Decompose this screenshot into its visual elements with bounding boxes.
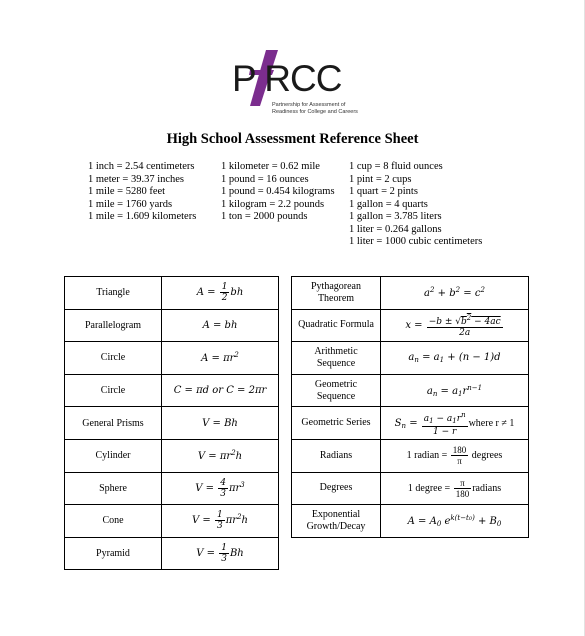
degrees-formula: 1 degree = $\frac{\pi}{180}$ radians [381, 472, 529, 505]
shape-name: Sphere [65, 472, 162, 505]
conversion-item: 1 quart = 2 pints [349, 186, 418, 197]
algebra-formulas-table [291, 276, 529, 538]
table-row [292, 342, 529, 375]
pyramid-volume-formula: V = $\frac{1}{3}$ Bh [162, 537, 279, 570]
table-row [292, 407, 529, 440]
circle-circumference-formula: C = πd or C = 2πr [162, 374, 279, 407]
shape-name: Cone [65, 505, 162, 538]
table-row [292, 374, 529, 407]
geometry-formulas-table [64, 276, 279, 570]
shape-name: Circle [65, 374, 162, 407]
parallelogram-area-formula: A = bh [162, 309, 279, 342]
cylinder-volume-formula: $V = \pi r^2h$ [162, 439, 279, 472]
formula-name: Quadratic Formula [292, 309, 381, 342]
circle-area-formula: $A = \pi r^2$ [162, 342, 279, 375]
length-conversions [88, 161, 196, 224]
pythagorean-formula: $a^2 + b^2 = c^2$ [381, 277, 529, 310]
conversion-item: 1 meter = 39.37 inches [88, 173, 185, 185]
quadratic-formula: x = $\frac{-b \pm √b^2 - 4ac}{2a}$ [381, 309, 529, 342]
formula-name: Pythagorean Theorem [292, 277, 381, 310]
shape-name: General Prisms [65, 407, 162, 440]
table-row [65, 342, 279, 375]
arithmetic-sequence-formula: $a_n = a_1 + (n - 1)d$ [381, 342, 529, 375]
formula-name: Radians [292, 439, 381, 472]
shape-name: Circle [65, 342, 162, 375]
logo-wordmark: P RCC [232, 58, 342, 99]
formula-name: Arithmetic Sequence [292, 342, 381, 375]
prism-volume-formula: V = Bh [162, 407, 279, 440]
table-row [65, 407, 279, 440]
table-row [65, 374, 279, 407]
table-row [65, 505, 279, 538]
conversion-item: 1 gallon = 4 quarts [349, 198, 428, 210]
triangle-area-formula: A = $\frac{1}{2}$ bh [162, 277, 279, 310]
formula-name: Exponential Growth/Decay [292, 505, 381, 538]
conversion-item: 1 ton = 2000 pounds [221, 211, 308, 222]
geometric-series-formula: $S_n$ = $\frac{a_1 - a_1r^n}{1 - r}$ where r ≠ 1 [381, 407, 529, 440]
conversion-item: 1 liter = 1000 cubic centimeters [349, 236, 483, 247]
conversion-item: 1 mile = 1.609 kilometers [88, 211, 197, 222]
conversion-item: 1 gallon = 3.785 liters [349, 211, 442, 222]
volume-conversions [349, 161, 482, 249]
formula-name: Geometric Series [292, 407, 381, 440]
table-row [292, 439, 529, 472]
shape-name: Pyramid [65, 537, 162, 570]
logo-tagline-line1: Partnership for Assessment of [272, 102, 346, 108]
conversion-item: 1 pound = 16 ounces [221, 173, 309, 185]
exponential-formula: $A = A_0$ $e^{k(t-t0)} + B_0$ [381, 505, 529, 538]
formula-name: Geometric Sequence [292, 374, 381, 407]
shape-name: Triangle [65, 277, 162, 310]
sphere-volume-formula: V = $\frac{4}{3}$ $\pi r^3$ [162, 472, 279, 505]
conversion-item: 1 pound = 0.454 kilograms [221, 186, 335, 197]
cone-volume-formula: V = $\frac{1}{3}$ $\pi r^2h$ [162, 505, 279, 538]
table-row [292, 277, 529, 310]
conversion-item: 1 cup = 8 fluid ounces [349, 161, 443, 172]
table-row [65, 309, 279, 342]
conversion-item: 1 liter = 0.264 gallons [349, 223, 442, 235]
weight-conversions [221, 161, 335, 224]
table-row [292, 309, 529, 342]
conversion-item: 1 inch = 2.54 centimeters [88, 161, 195, 172]
conversion-item: 1 kilogram = 2.2 pounds [221, 198, 325, 210]
table-row [292, 505, 529, 538]
page-title: High School Assessment Reference Sheet [166, 131, 419, 147]
logo-tagline [272, 102, 358, 116]
table-row [65, 537, 279, 570]
table-row [65, 472, 279, 505]
radians-formula: 1 radian = $\frac{180}{\pi}$ degrees [381, 439, 529, 472]
shape-name: Parallelogram [65, 309, 162, 342]
logo-tagline-line2: Readiness for College and Careers [272, 109, 358, 115]
shape-name: Cylinder [65, 439, 162, 472]
conversion-item: 1 mile = 5280 feet [88, 186, 166, 197]
table-row [65, 439, 279, 472]
conversion-item: 1 pint = 2 cups [349, 173, 412, 185]
table-row [65, 277, 279, 310]
conversion-item: 1 mile = 1760 yards [88, 198, 173, 210]
geometric-sequence-formula: $a_n = a_1r^{n-1}$ [381, 374, 529, 407]
table-row [292, 472, 529, 505]
conversion-item: 1 kilometer = 0.62 mile [221, 161, 320, 172]
parcc-logo [232, 48, 372, 120]
logo-a-gap [255, 58, 264, 99]
formula-name: Degrees [292, 472, 381, 505]
